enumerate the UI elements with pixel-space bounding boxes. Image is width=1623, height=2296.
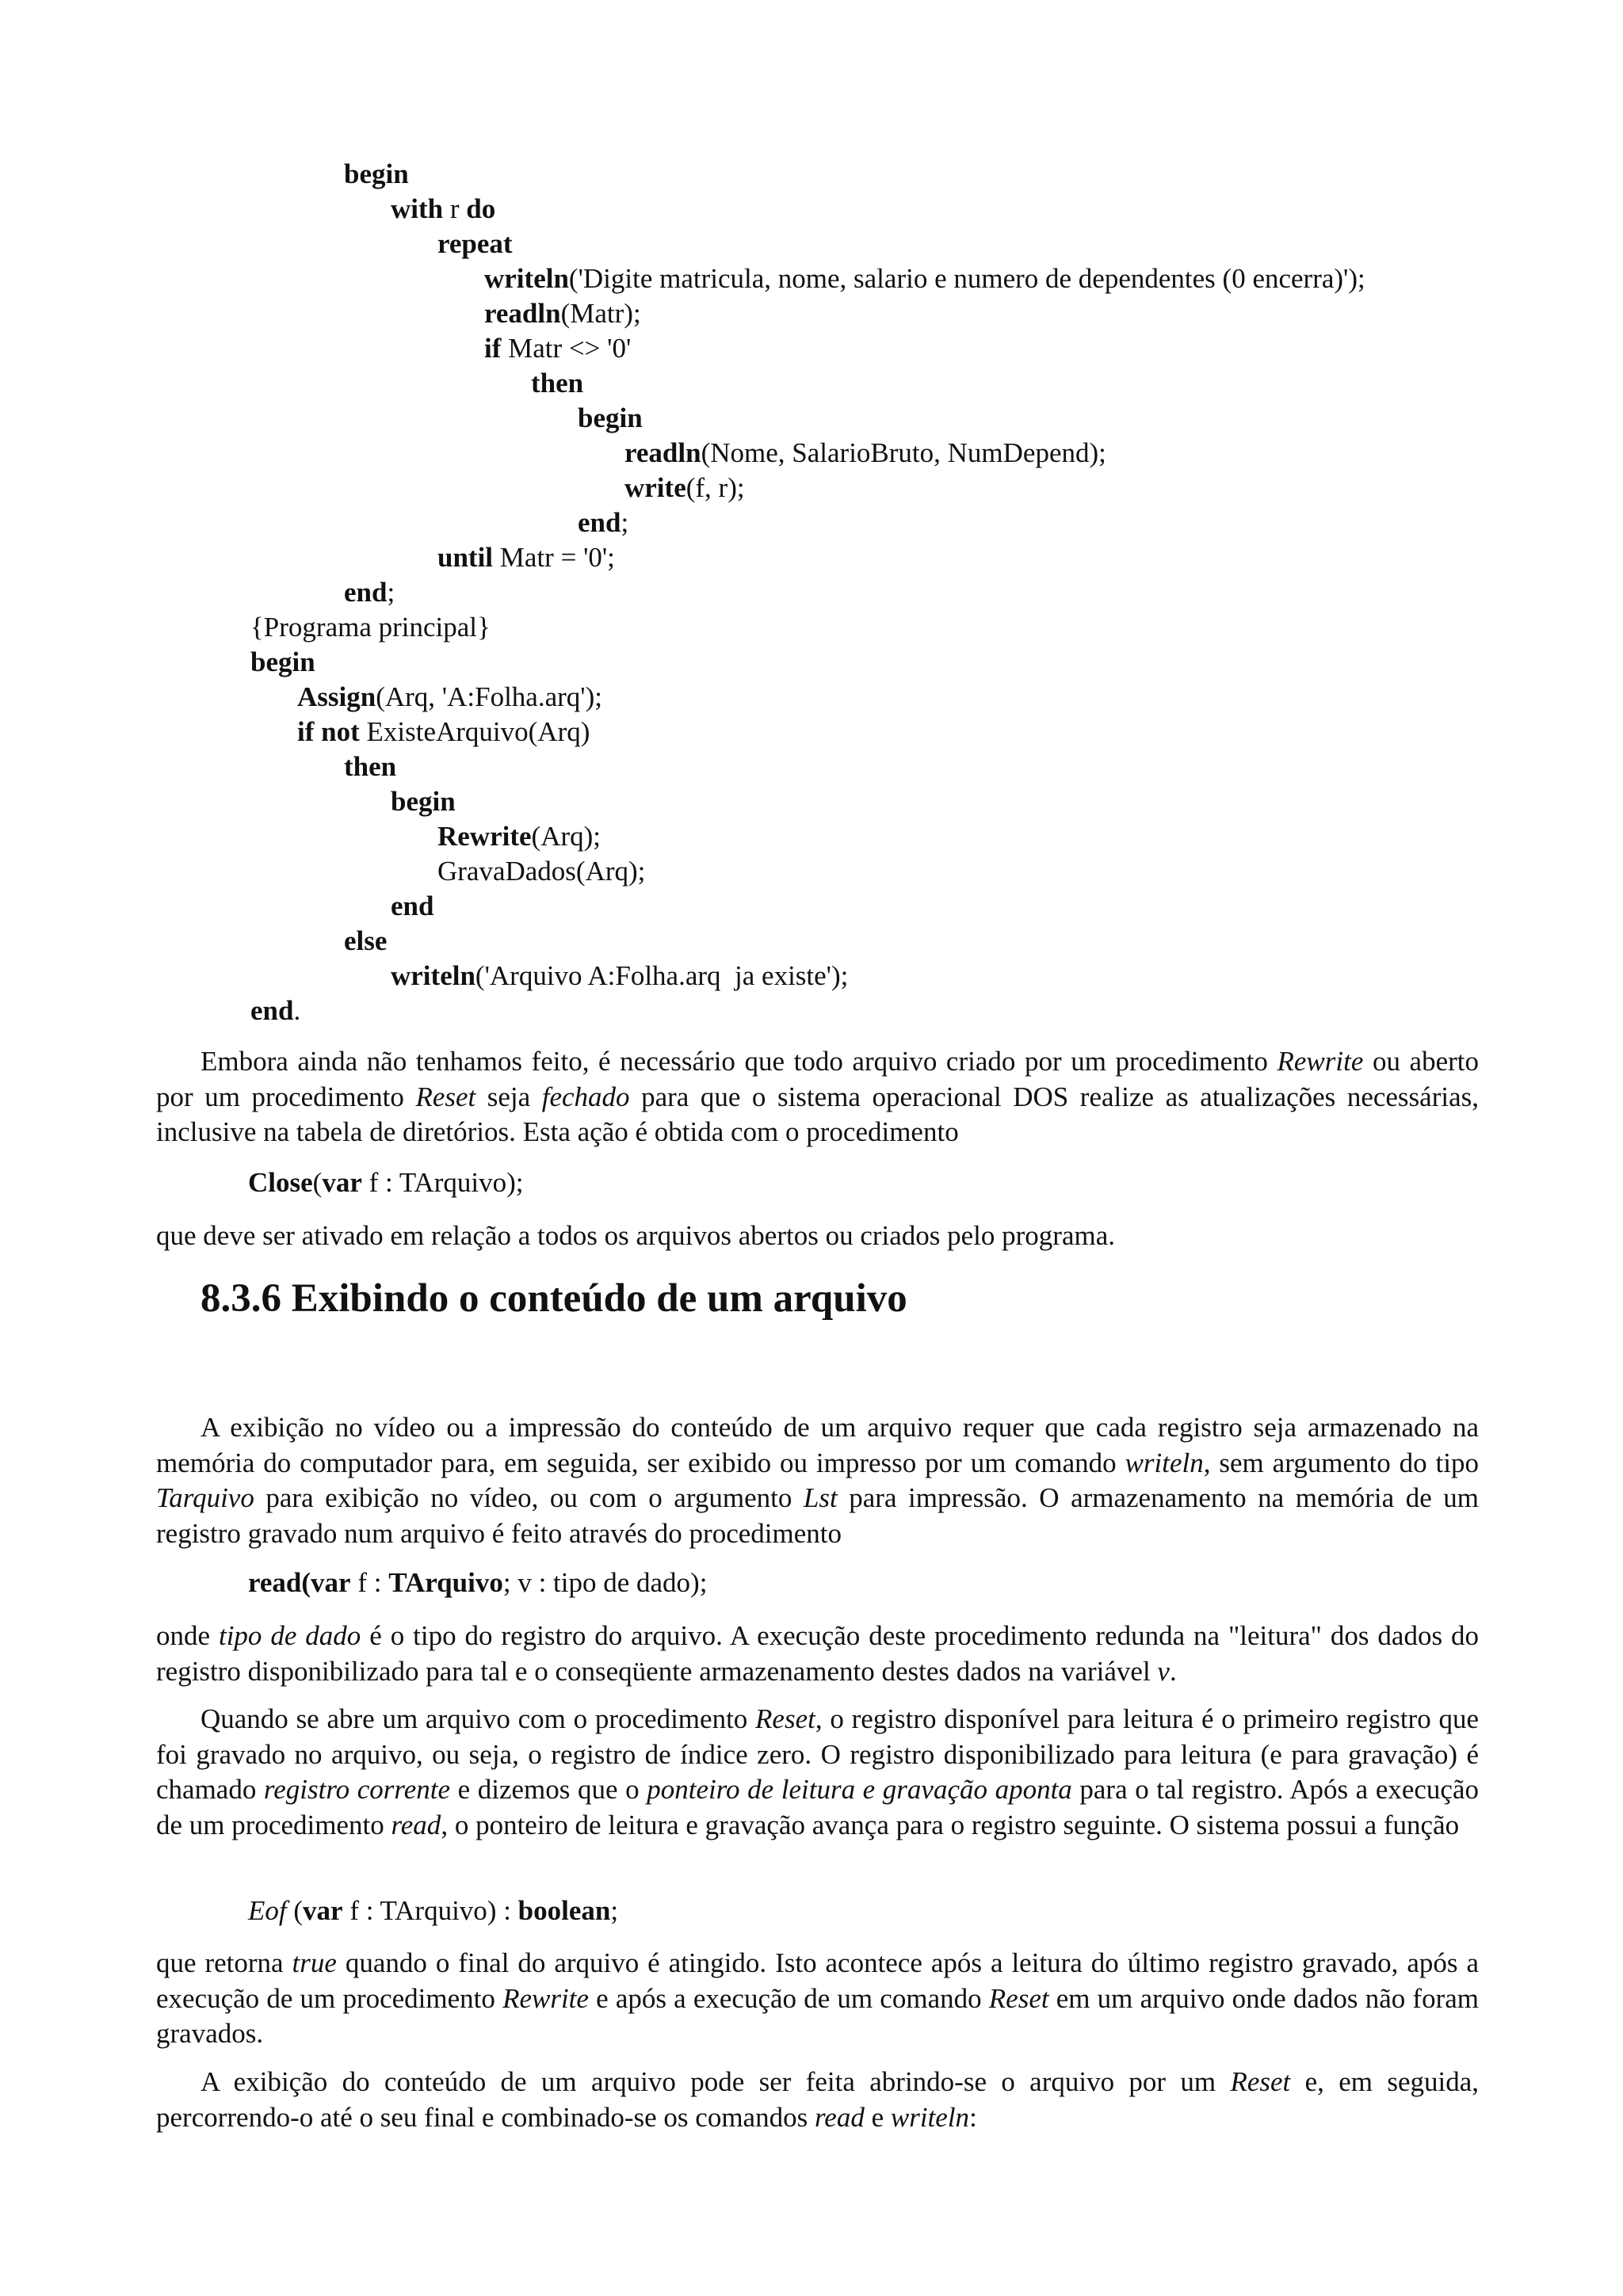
code-line: Assign(Arq, 'A:Folha.arq');: [297, 681, 602, 712]
paragraph: que retorna true quando o final do arquivo é atingido. Isto acontece após a leitura do último registro gravado, após a execução de um procedimento Rewrite e após a execução de um comando Reset em um arquivo onde dados não foram gravados.: [156, 1947, 1479, 2049]
code-comment: {Programa principal}: [250, 612, 491, 643]
code-line: with r do: [391, 193, 496, 224]
code-line: begin: [578, 402, 643, 433]
code-line: then: [531, 368, 584, 399]
code-line: begin: [391, 786, 456, 817]
code-line: Rewrite(Arq);: [437, 821, 601, 852]
code-line: until Matr = '0';: [437, 542, 615, 573]
paragraph: A exibição no vídeo ou a impressão do conteúdo de um arquivo requer que cada registro seja armazenado na memória do computador para, em seguida, ser exibido ou impresso por um comando writeln, sem argumento do tipo Tarquivo para exibição no vídeo, ou com o argumento Lst para impressão. O armazenamento na memória de um registro gravado num arquivo é feito através do procedimento: [156, 1412, 1479, 1549]
code-line: if not ExisteArquivo(Arq): [297, 716, 590, 747]
paragraph: que deve ser ativado em relação a todos os arquivos abertos ou criados pelo programa.: [156, 1220, 1115, 1251]
code-line: writeln('Arquivo A:Folha.arq ja existe');: [391, 960, 849, 991]
paragraph: Embora ainda não tenhamos feito, é necessário que todo arquivo criado por um procedimento Rewrite ou aberto por um procedimento Reset seja fechado para que o sistema operacional DOS realize as atualizações necessárias, inclusive na tabela de diretórios. Esta ação é obtida com o procedimento: [156, 1046, 1480, 1147]
code-line: if Matr <> '0': [484, 333, 632, 364]
code-line: begin: [344, 158, 409, 189]
code-line: then: [344, 751, 397, 782]
code-line: begin: [250, 646, 315, 677]
code-line: end: [391, 891, 434, 921]
code-line: repeat: [437, 228, 513, 259]
code-line: readln(Matr);: [484, 298, 641, 329]
paragraph: onde tipo de dado é o tipo do registro do arquivo. A execução deste procedimento redunda na "leitura" dos dados do registro disponibilizado para tal e o conseqüente armazenamento destes dados na variável v.: [156, 1620, 1480, 1687]
section-heading: 8.3.6 Exibindo o conteúdo de um arquivo: [200, 1276, 907, 1321]
code-line: end.: [250, 995, 301, 1026]
code-line: write(f, r);: [624, 472, 745, 503]
code-line: end;: [344, 577, 395, 608]
function-signature: Eof (var f : TArquivo) : boolean;: [248, 1895, 619, 1926]
procedure-signature: read(var f : TArquivo; v : tipo de dado);: [248, 1567, 708, 1598]
code-line: end;: [578, 507, 629, 538]
paragraph: Quando se abre um arquivo com o procedimento Reset, o registro disponível para leitura é o primeiro registro que foi gravado no arquivo, ou seja, o registro de índice zero. O registro disponibilizado para leitura (e para gravação) é chamado registro corrente e dizemos que o ponteiro de leitura e gravação aponta para o tal registro. Após a execução de um procedimento read, o ponteiro de leitura e gravação avança para o registro seguinte. O sistema possui a função: [156, 1703, 1479, 1840]
code-line: GravaDados(Arq);: [437, 856, 646, 887]
paragraph: A exibição do conteúdo de um arquivo pode ser feita abrindo-se o arquivo por um Reset e, em seguida, percorrendo-o até o seu final e combinado-se os comandos read e writeln:: [156, 2066, 1479, 2133]
code-line: readln(Nome, SalarioBruto, NumDepend);: [624, 437, 1106, 468]
procedure-signature: Close(var f : TArquivo);: [248, 1167, 524, 1198]
code-line: else: [344, 925, 388, 956]
code-line: writeln('Digite matricula, nome, salario e numero de dependentes (0 encerra)');: [484, 263, 1365, 294]
